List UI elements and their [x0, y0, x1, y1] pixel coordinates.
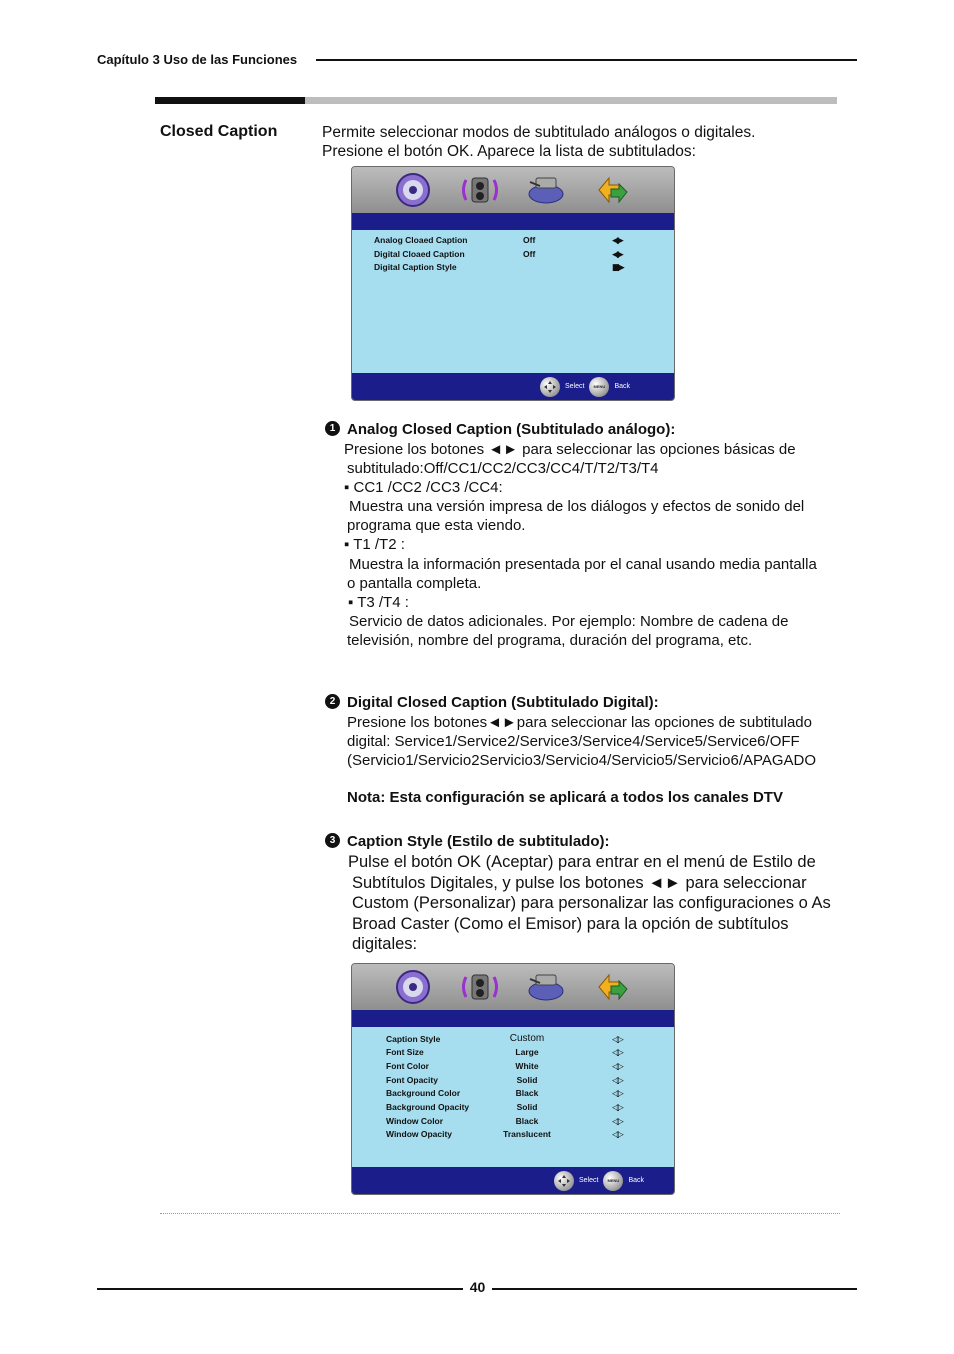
item-title: Caption Style (Estilo de subtitulado):	[347, 833, 610, 850]
menu-row-value: Translucent	[503, 1129, 551, 1139]
menu-button-icon	[589, 377, 609, 397]
bullet-item: ▪ T3 /T4 :	[348, 594, 409, 611]
footer-rule-right	[492, 1288, 857, 1290]
item-title: Analog Closed Caption (Subtitulado análogo):	[347, 421, 676, 438]
left-right-arrow-icon: ◀▶	[612, 249, 622, 259]
item-text: Servicio de datos adicionales. Por ejemplo: Nombre de cadena de	[349, 613, 789, 630]
back-label: Back	[614, 383, 630, 390]
left-right-arrow-icon: ◁▷	[612, 1075, 622, 1085]
left-right-arrow-icon: ◁▷	[612, 1034, 622, 1044]
page-number: 40	[469, 1279, 486, 1295]
left-right-arrow-icon: ◁▷	[612, 1047, 622, 1057]
item-number-badge: 2	[325, 694, 340, 709]
dpad-icon	[554, 1171, 574, 1191]
back-label: Back	[628, 1177, 644, 1184]
item-title: Digital Closed Caption (Subtitulado Digital):	[347, 694, 659, 711]
item-text: o pantalla completa.	[347, 575, 482, 592]
menu-icon-bar	[352, 167, 674, 213]
item-text: Broad Caster (Como el Emisor) para la opción de subtítulos	[352, 915, 789, 933]
section-intro	[322, 123, 842, 161]
menu-row-label: Font Size	[386, 1047, 424, 1057]
menu-row-label: Digital Caption Style	[374, 262, 457, 272]
menu-row-value: Off	[523, 249, 536, 259]
arrows-icon	[593, 969, 633, 1005]
settings-icon	[526, 969, 566, 1005]
menu-row-value: Solid	[516, 1102, 538, 1112]
menu-footer	[352, 373, 674, 400]
settings-icon	[526, 172, 566, 208]
left-right-arrow-icon: ◁▷	[612, 1061, 622, 1071]
menu-row-label: Background Opacity	[386, 1102, 470, 1112]
menu-row-value: White	[515, 1061, 539, 1071]
intro-line: Permite seleccionar modos de subtitulado análogos o digitales.	[322, 124, 756, 141]
menu-button-icon	[603, 1171, 623, 1191]
header-rule	[316, 59, 857, 61]
caption-menu-screenshot	[351, 166, 675, 401]
menu-row-label: Digital Cloaed Caption	[374, 249, 465, 259]
audio-icon	[460, 172, 500, 208]
intro-line: Presione el botón OK. Aparece la lista de subtitulados:	[322, 143, 696, 160]
menu-row-label: Background Color	[386, 1088, 461, 1098]
item-text: digital: Service1/Service2/Service3/Service4/Service5/Service6/OFF	[347, 733, 800, 750]
menu-row-label: Window Color	[386, 1116, 444, 1126]
section-end-divider	[160, 1213, 840, 1214]
menu-header-strip	[352, 1010, 674, 1027]
menu-button-text: MENU	[607, 1178, 620, 1183]
audio-icon	[460, 969, 500, 1005]
menu-row-value: Custom	[509, 1033, 545, 1044]
left-right-arrow-icon: ◁▷	[612, 1102, 622, 1112]
left-right-arrow-icon: ◀▶	[612, 235, 622, 245]
item-text: Pulse el botón OK (Aceptar) para entrar en el menú de Estilo de	[348, 853, 816, 871]
section-bar-dark	[155, 97, 305, 104]
menu-body	[352, 1027, 674, 1167]
menu-body	[352, 230, 674, 373]
item-number-badge: 3	[325, 833, 340, 848]
select-label: Select	[578, 1177, 599, 1184]
section-bar-gray	[305, 97, 837, 104]
item-text: digitales:	[352, 935, 418, 953]
menu-row-label: Font Color	[386, 1061, 429, 1071]
chapter-title: Capítulo 3 Uso de las Funciones	[97, 52, 298, 67]
menu-header-strip	[352, 213, 674, 230]
menu-footer	[352, 1167, 674, 1194]
menu-row-label: Caption Style	[386, 1034, 441, 1044]
bullet-item: ▪ CC1 /CC2 /CC3 /CC4:	[344, 479, 503, 496]
item-text: programa que esta viendo.	[347, 517, 526, 534]
enter-arrow-icon: ▮▮▶	[612, 262, 623, 272]
menu-row-value: Solid	[516, 1075, 538, 1085]
caption-style-menu-screenshot	[351, 963, 675, 1195]
left-right-arrow-icon: ◁▷	[612, 1129, 622, 1139]
disc-icon	[393, 969, 433, 1005]
menu-row-value: Black	[515, 1116, 539, 1126]
disc-icon	[393, 172, 433, 208]
menu-icon-bar	[352, 964, 674, 1010]
menu-row-label: Font Opacity	[386, 1075, 438, 1085]
footer-rule-left	[97, 1288, 463, 1290]
left-right-arrow-icon: ◁▷	[612, 1088, 622, 1098]
item-text: subtitulado:Off/CC1/CC2/CC3/CC4/T/T2/T3/T4	[347, 460, 659, 477]
left-right-arrow-icon: ◁▷	[612, 1116, 622, 1126]
item-number-badge: 1	[325, 421, 340, 436]
menu-row-value: Black	[515, 1088, 539, 1098]
item-text: televisión, nombre del programa, duración del programa, etc.	[347, 632, 753, 649]
dpad-icon	[540, 377, 560, 397]
section-label: Closed Caption	[160, 123, 278, 140]
menu-row-value: Large	[515, 1047, 539, 1057]
menu-row-value: Off	[523, 235, 536, 245]
arrows-icon	[593, 172, 633, 208]
menu-button-text: MENU	[593, 384, 606, 389]
item-text: (Servicio1/Servicio2Servicio3/Servicio4/Servicio5/Servicio6/APAGADO	[347, 752, 817, 769]
item-text: Muestra una versión impresa de los diálogos y efectos de sonido del	[349, 498, 805, 515]
menu-row-label: Analog Cloaed Caption	[374, 235, 468, 245]
bullet-item: ▪ T1 /T2 :	[344, 536, 405, 553]
item-text: Presione los botones ◄► para seleccionar las opciones básicas de	[344, 441, 796, 458]
item-text: Custom (Personalizar) para personalizar las configuraciones o As	[352, 894, 831, 912]
item-text: Presione los botones◄►para seleccionar las opciones de subtitulado	[347, 714, 812, 731]
item-text: Subtítulos Digitales, y pulse los botones ◄► para seleccionar	[352, 874, 807, 892]
note-text: Nota: Esta configuración se aplicará a todos los canales DTV	[347, 789, 783, 806]
item-text: Muestra la información presentada por el canal usando media pantalla	[349, 556, 817, 573]
select-label: Select	[564, 383, 585, 390]
menu-row-label: Window Opacity	[386, 1129, 453, 1139]
